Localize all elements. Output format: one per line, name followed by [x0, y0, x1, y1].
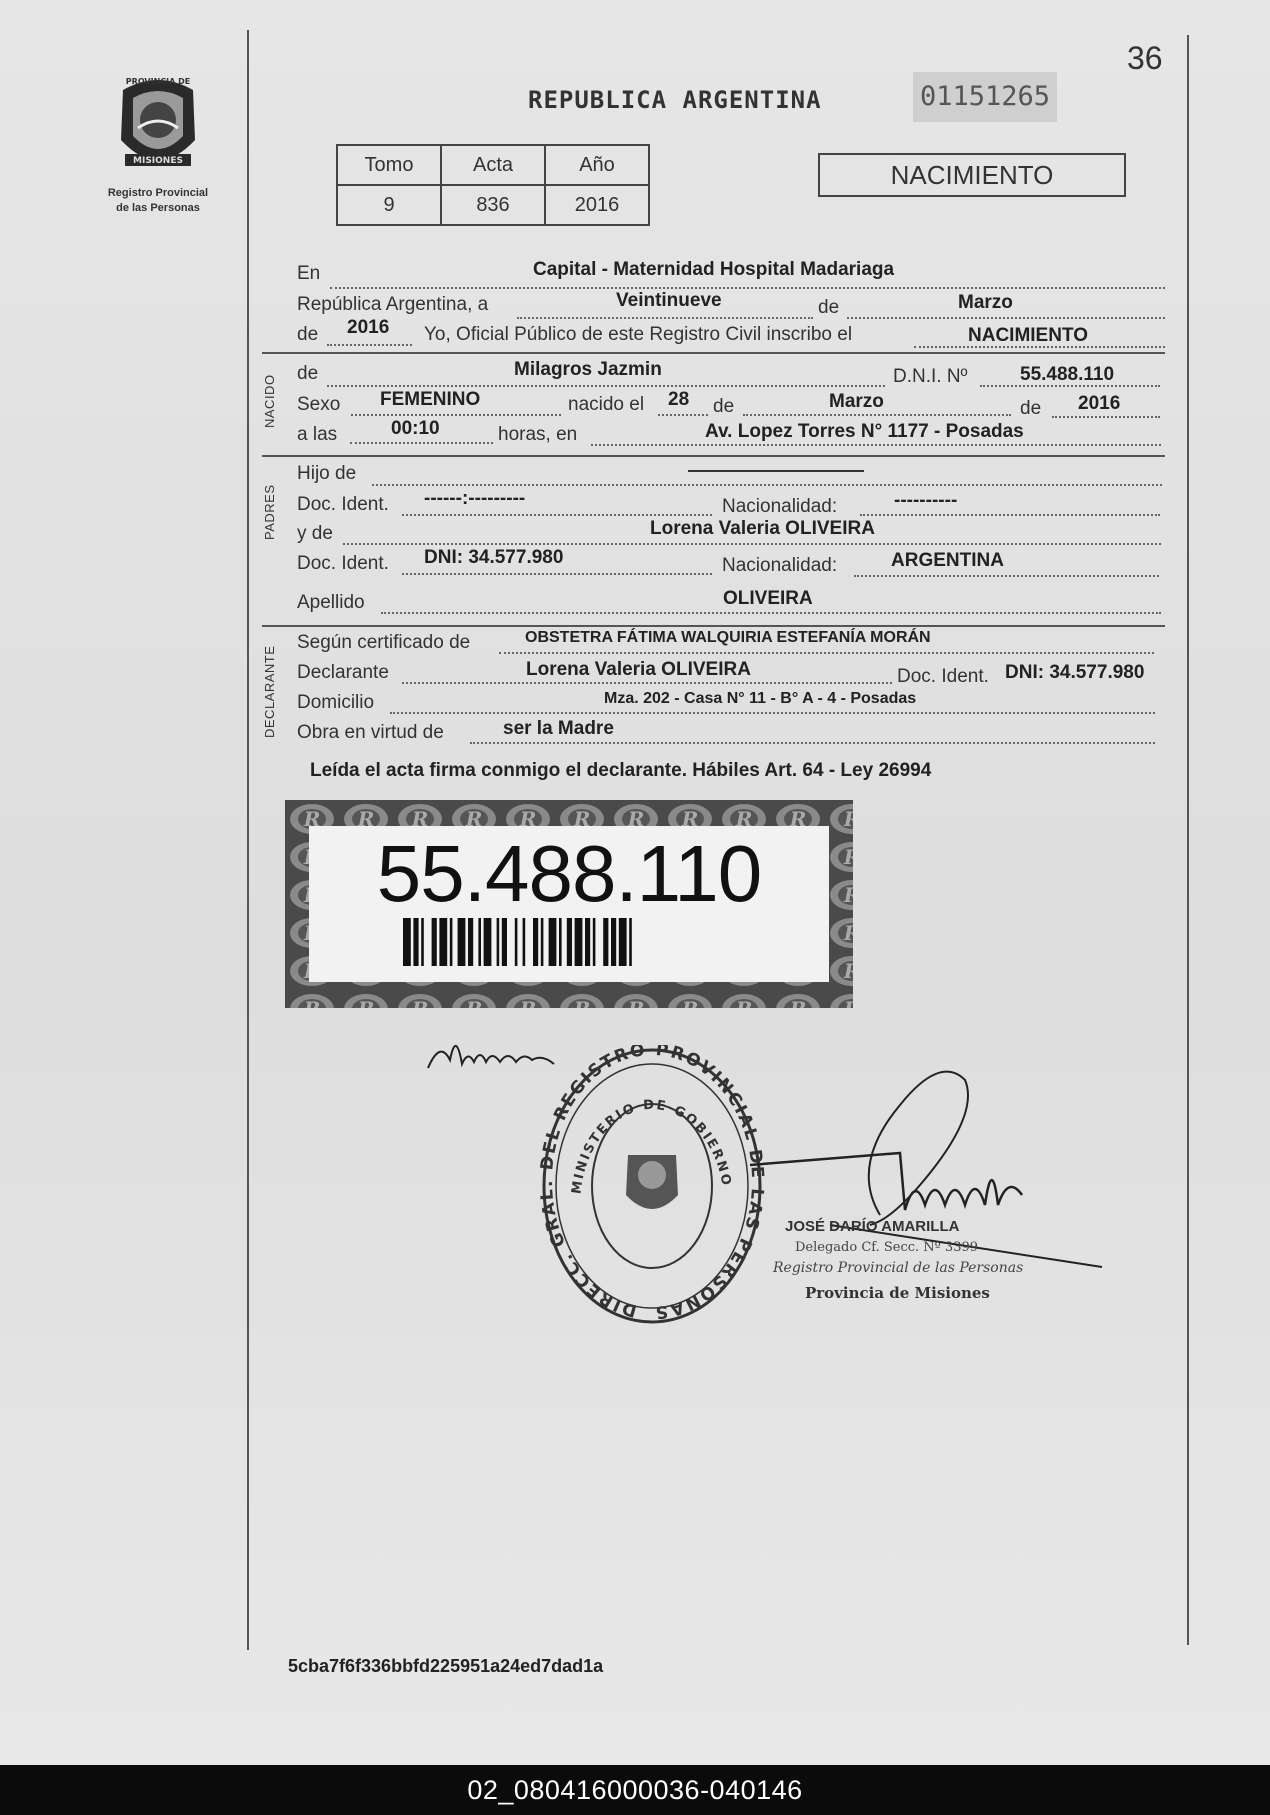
- label-nacionalidad-1: Nacionalidad:: [722, 496, 838, 517]
- registry-value-acta: 836: [441, 185, 545, 225]
- signatory-name: JOSÉ DARÍO AMARILLA: [785, 1218, 960, 1235]
- value-nac2: ARGENTINA: [891, 550, 1004, 571]
- signatory-org: Registro Provincial de las Personas: [773, 1260, 1024, 1276]
- dotline-birth-day: [658, 414, 708, 416]
- label-en: En: [297, 263, 321, 284]
- value-birth-place: Av. Lopez Torres N° 1177 - Posadas: [705, 421, 1024, 442]
- value-nac1: ----------: [894, 490, 958, 511]
- registry-logo: [96, 70, 220, 215]
- label-hijo-de: Hijo de: [297, 463, 357, 484]
- dotline-mother: [343, 543, 1161, 545]
- value-mother: Lorena Valeria OLIVEIRA: [650, 518, 875, 539]
- value-doc2: DNI: 34.577.980: [424, 547, 564, 568]
- left-margin-line: [247, 30, 249, 1650]
- dotline-day: [517, 317, 813, 319]
- value-certificado: OBSTETRA FÁTIMA WALQUIRIA ESTEFANÍA MORÁN: [525, 629, 931, 646]
- label-doc-ident-1: Doc. Ident.: [297, 494, 389, 515]
- dotline-domicilio: [390, 712, 1155, 714]
- value-declarante: Lorena Valeria OLIVEIRA: [526, 659, 751, 680]
- label-birth-de1: de: [713, 396, 735, 417]
- dotline-month: [847, 317, 1165, 319]
- barcode-number: 55.488.110: [376, 829, 762, 918]
- label-doc-ident-2: Doc. Ident.: [297, 553, 389, 574]
- label-sexo: Sexo: [297, 394, 341, 415]
- dotline-nac1: [860, 514, 1160, 516]
- value-day: Veintinueve: [616, 290, 722, 311]
- dotline-name: [327, 385, 885, 387]
- dotline-en: [330, 287, 1165, 289]
- value-child-name: Milagros Jazmin: [514, 359, 662, 380]
- svg-text:MINISTERIO DE GOBIERNO: MINISTERIO DE GOBIERNO: [569, 1097, 734, 1195]
- value-birth-year: 2016: [1078, 393, 1121, 414]
- dotline-nac2: [854, 575, 1159, 577]
- side-label-padres: PADRES: [262, 484, 277, 540]
- registry-header-tomo: Tomo: [337, 145, 441, 185]
- label-dni: D.N.I. Nº: [893, 366, 968, 387]
- section-divider-2: [262, 455, 1165, 457]
- label-birth-de2: de: [1020, 398, 1042, 419]
- label-nacido: nacido el: [568, 394, 645, 415]
- value-decl-doc: DNI: 34.577.980: [1005, 662, 1145, 683]
- label-apellido: Apellido: [297, 592, 365, 613]
- dotline-birth-place: [591, 444, 1161, 446]
- logo-text-2: de las Personas: [116, 202, 200, 214]
- side-label-nacido: NACIDO: [262, 374, 277, 428]
- value-inscribe: NACIMIENTO: [968, 325, 1088, 346]
- value-apellido: OLIVEIRA: [723, 588, 813, 609]
- registry-value-tomo: 9: [337, 185, 441, 225]
- registry-header-acta: Acta: [441, 145, 545, 185]
- dotline-sexo: [351, 414, 561, 416]
- value-obra: ser la Madre: [503, 718, 614, 739]
- label-decl-doc: Doc. Ident.: [897, 666, 989, 687]
- dotline-birth-month: [743, 414, 1011, 416]
- label-declarante: Declarante: [297, 662, 389, 683]
- dotline-declarante: [402, 682, 892, 684]
- registry-value-ano: 2016: [545, 185, 649, 225]
- dotline-doc2: [402, 573, 712, 575]
- label-de-month: de: [818, 297, 840, 318]
- label-de-name: de: [297, 363, 319, 384]
- label-a-las: a las: [297, 424, 338, 445]
- label-obra: Obra en virtud de: [297, 722, 444, 743]
- value-dni: 55.488.110: [1020, 364, 1115, 385]
- dotline-certificado: [499, 652, 1154, 654]
- dotline-obra: [470, 742, 1155, 744]
- svg-text:MISIONES: MISIONES: [133, 156, 183, 166]
- dotline-doc1: [402, 514, 712, 516]
- registry-header-ano: Año: [545, 145, 649, 185]
- logo-text-1: Registro Provincial: [107, 187, 209, 199]
- closing-statement: Leída el acta firma conmigo el declarante. Hábiles Art. 64 - Ley 26994: [310, 760, 932, 781]
- right-margin-line: [1187, 35, 1189, 1645]
- value-year: 2016: [347, 317, 390, 338]
- registry-table: [336, 144, 650, 226]
- svg-text:PROVINCIA DE: PROVINCIA DE: [125, 77, 191, 86]
- section-divider-1: [262, 352, 1165, 354]
- signatory-province: Provincia de Misiones: [805, 1284, 990, 1302]
- label-republica: República Argentina, a: [297, 294, 489, 315]
- serial-number: 01151265: [913, 72, 1057, 122]
- value-birth-day: 28: [668, 389, 690, 410]
- value-domicilio: Mza. 202 - Casa N° 11 - B° A - 4 - Posadas: [604, 690, 917, 707]
- footer-filename-bar: 02_080416000036-040146: [0, 1765, 1270, 1815]
- value-doc1: ------:---------: [424, 488, 526, 509]
- value-birth-month: Marzo: [829, 391, 884, 412]
- side-label-declarante: DECLARANTE: [262, 645, 277, 738]
- act-type-box: NACIMIENTO: [818, 153, 1126, 197]
- signatory-role: Delegado Cf. Secc. Nº 3399: [795, 1240, 979, 1255]
- label-nacionalidad-2: Nacionalidad:: [722, 555, 838, 576]
- label-oficial: Yo, Oficial Público de este Registro Civil inscribo el: [424, 324, 853, 345]
- value-sexo: FEMENINO: [380, 389, 481, 410]
- section-divider-3: [262, 625, 1165, 627]
- page-number: 36: [1127, 40, 1163, 76]
- country-title: REPUBLICA ARGENTINA: [528, 86, 822, 114]
- province-seal-icon: [103, 70, 213, 180]
- barcode-sticker: [285, 800, 853, 1008]
- label-domicilio: Domicilio: [297, 692, 375, 713]
- value-time: 00:10: [391, 418, 440, 439]
- label-horas: horas, en: [498, 424, 578, 445]
- svg-text:DIRECC. GRAL. DEL REGISTRO PRO: DIRECC. GRA EL REGISTRO PROVINCIAL D LAS PERSONAS: [540, 1045, 765, 1323]
- father-blank-dash: [688, 470, 864, 472]
- dotline-father: [372, 484, 1162, 486]
- document-hash: 5cba7f6f336bbfd225951a24ed7dad1a: [288, 1656, 604, 1676]
- dotline-time: [350, 442, 493, 444]
- dotline-apellido: [381, 612, 1161, 614]
- value-place-of-registration: Capital - Maternidad Hospital Madariaga: [533, 259, 895, 280]
- dotline-birth-year: [1052, 416, 1160, 418]
- label-y-de: y de: [297, 523, 333, 544]
- label-de-year: de: [297, 324, 319, 345]
- value-month: Marzo: [958, 292, 1013, 313]
- dotline-year: [327, 344, 412, 346]
- label-certificado: Según certificado de: [297, 632, 471, 653]
